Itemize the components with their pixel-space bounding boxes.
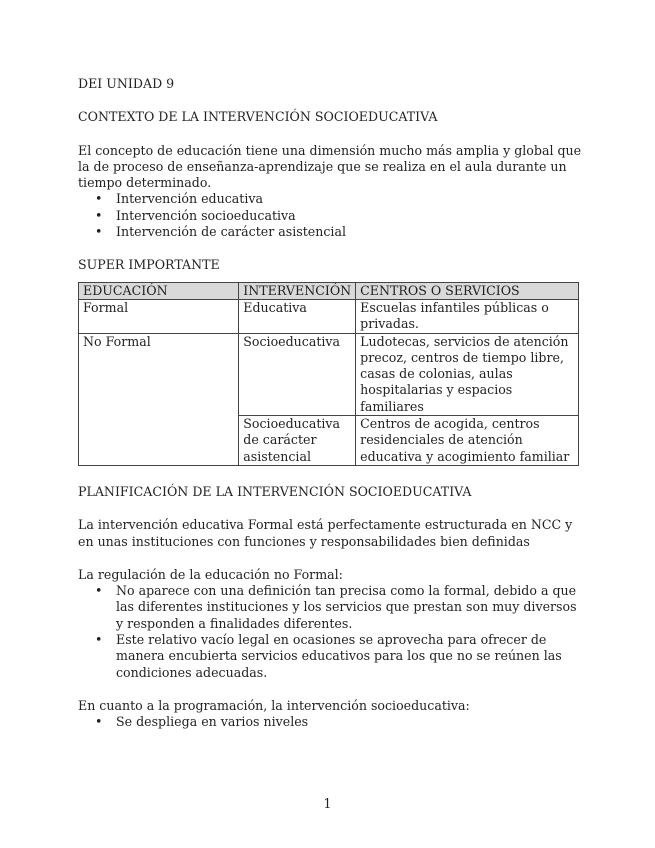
list-item: • Se despliega en varios niveles — [95, 714, 309, 730]
bullet-icon: • — [95, 583, 103, 599]
cell-intervention: Educativa — [239, 299, 356, 333]
cell-intervention: Socioeducativa — [239, 333, 356, 415]
list-item: • No aparece con una definición tan precisa como la formal, debido a que las diferentes instituciones y los servicios que prestan son muy diversos y responden a finalidades diferentes. — [95, 583, 577, 631]
cell-intervention: Socioeducativa de carácter asistencial — [239, 416, 356, 466]
table-header-row — [79, 282, 579, 299]
cell-centers: Centros de acogida, centros residenciales de atención educativa y acogimiento familiar — [356, 416, 579, 466]
bullet-icon: • — [95, 207, 103, 223]
cell-centers: Escuelas infantiles públicas o privadas. — [356, 299, 579, 333]
context-paragraph: El concepto de educación tiene una dimensión mucho más amplia y global que la de proceso de enseñanza-aprendizaje que se realiza en el aula durante un tiempo determinado. — [78, 142, 582, 191]
table-row — [79, 333, 579, 415]
intervention-types-list — [78, 191, 583, 240]
list-item: • Intervención educativa — [95, 191, 263, 207]
programming-intro: En cuanto a la programación, la intervención socioeducativa: — [78, 697, 470, 713]
cell-education: No Formal — [79, 333, 239, 465]
document-page — [78, 76, 583, 731]
regulation-list — [78, 583, 583, 681]
table-row — [79, 299, 579, 333]
section-title-context: CONTEXTO DE LA INTERVENCIÓN SOCIOEDUCATIVA — [78, 109, 438, 125]
programming-list — [78, 714, 583, 730]
regulation-intro: La regulación de la educación no Formal: — [78, 566, 343, 582]
education-table — [78, 282, 579, 466]
bullet-icon: • — [95, 632, 103, 648]
important-note: SUPER IMPORTANTE — [78, 257, 220, 273]
section-title-planning: PLANIFICACIÓN DE LA INTERVENCIÓN SOCIOEDUCATIVA — [78, 483, 472, 499]
list-item: • Este relativo vacío legal en ocasiones se aprovecha para ofrecer de manera encubierta servicios educativos para los que no se reúnen las condiciones adecuadas. — [95, 632, 562, 680]
header-education: EDUCACIÓN — [79, 282, 239, 299]
page-number: 1 — [323, 796, 332, 811]
unit-heading: DEI UNIDAD 9 — [78, 76, 175, 91]
planning-paragraph: La intervención educativa Formal está perfectamente estructurada en NCC y en unas instituciones con funciones y responsabilidades bien definidas — [78, 517, 573, 549]
cell-centers: Ludotecas, servicios de atención precoz, centros de tiempo libre, casas de colonias, aulas hospitalarias y espacios familiares — [356, 333, 579, 415]
header-centers: CENTROS O SERVICIOS — [356, 282, 579, 299]
bullet-icon: • — [95, 191, 103, 207]
bullet-icon: • — [95, 224, 103, 240]
list-item: • Intervención de carácter asistencial — [95, 224, 346, 240]
bullet-icon: • — [95, 714, 103, 730]
cell-education: Formal — [79, 299, 239, 333]
list-item: • Intervención socioeducativa — [95, 207, 296, 223]
header-intervention: INTERVENCIÓN — [239, 282, 356, 299]
